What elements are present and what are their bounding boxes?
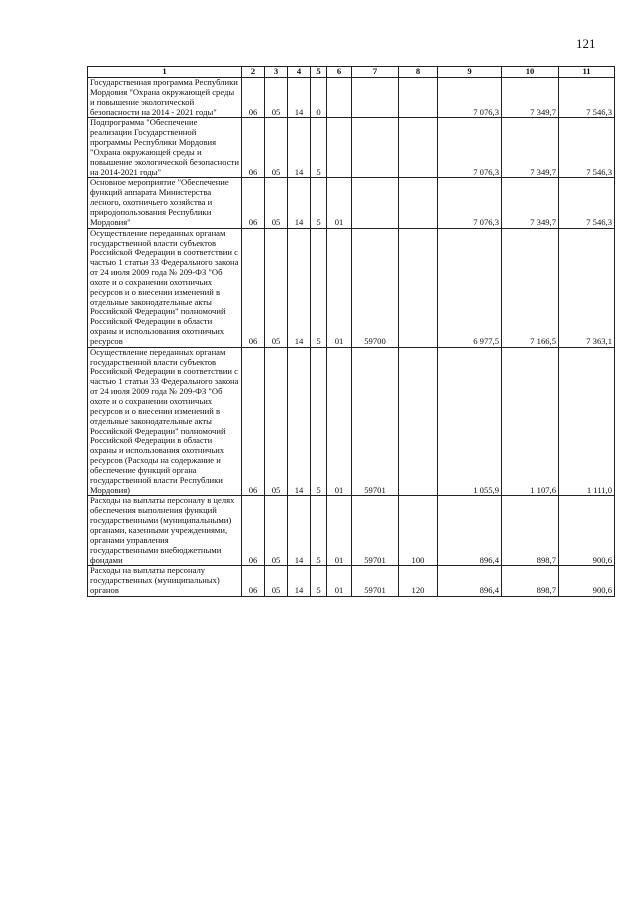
cell-amount-10: 1 107,6 xyxy=(502,347,559,496)
row-name: Подпрограмма "Обеспечение реализации Государственной программы Республики Мордовия "Охрана окружающей среды и повышение экологической безопасности на 2014-2021 годы" xyxy=(88,118,242,178)
cell-amount-9: 7 076,3 xyxy=(438,78,502,118)
cell-direction: 59701 xyxy=(352,566,399,597)
row-name: Расходы на выплаты персоналу государственных (муниципальных) органов xyxy=(88,566,242,597)
row-name: Государственная программа Республики Мордовия "Охрана окружающей среды и повышение экологической безопасности на 2014 - 2021 годы" xyxy=(88,78,242,118)
table-row xyxy=(88,118,615,178)
cell-activity: 01 xyxy=(327,496,352,566)
cell-subsection: 05 xyxy=(265,347,288,496)
cell-section: 06 xyxy=(242,496,265,566)
cell-activity xyxy=(327,78,352,118)
cell-section: 06 xyxy=(242,118,265,178)
header-cell: 8 xyxy=(399,67,438,78)
budget-table xyxy=(87,66,615,597)
cell-subsection: 05 xyxy=(265,228,288,347)
cell-amount-11: 900,6 xyxy=(559,496,615,566)
cell-direction: 59701 xyxy=(352,496,399,566)
cell-expense-type: 120 xyxy=(399,566,438,597)
cell-direction: 59700 xyxy=(352,228,399,347)
cell-subprogram: 0 xyxy=(311,78,327,118)
cell-amount-10: 7 349,7 xyxy=(502,178,559,228)
row-name: Осуществление переданных органам государственной власти субъектов Российской Федерации в соответствии с частью 1 статьи 33 Федерального закона от 24 июля 2009 года № 209-ФЗ "Об охоте и о сохранении охотничьих ресурсов и о внесении изменений в отдельные законодательные акты Российской Федерации" полномочий Российской Федерации в области охраны и использования охотничьих ресурсов (Расходы на содержание и обеспечение функций органа государственной власти Республики Мордовия) xyxy=(88,347,242,496)
cell-subsection: 05 xyxy=(265,566,288,597)
cell-activity xyxy=(327,118,352,178)
cell-amount-10: 7 166,5 xyxy=(502,228,559,347)
cell-subprogram: 5 xyxy=(311,566,327,597)
cell-subprogram: 5 xyxy=(311,228,327,347)
cell-amount-10: 898,7 xyxy=(502,566,559,597)
cell-amount-9: 896,4 xyxy=(438,496,502,566)
cell-amount-11: 1 111,0 xyxy=(559,347,615,496)
table-row xyxy=(88,496,615,566)
cell-activity: 01 xyxy=(327,347,352,496)
cell-amount-10: 898,7 xyxy=(502,496,559,566)
cell-program: 14 xyxy=(288,118,311,178)
cell-program: 14 xyxy=(288,347,311,496)
cell-amount-9: 896,4 xyxy=(438,566,502,597)
cell-program: 14 xyxy=(288,78,311,118)
cell-expense-type xyxy=(399,78,438,118)
cell-amount-9: 1 055,9 xyxy=(438,347,502,496)
cell-amount-11: 900,6 xyxy=(559,566,615,597)
cell-expense-type xyxy=(399,347,438,496)
cell-program: 14 xyxy=(288,228,311,347)
cell-activity: 01 xyxy=(327,228,352,347)
cell-subprogram: 5 xyxy=(311,347,327,496)
cell-section: 06 xyxy=(242,78,265,118)
cell-direction: 59701 xyxy=(352,347,399,496)
cell-direction xyxy=(352,178,399,228)
header-cell: 5 xyxy=(311,67,327,78)
cell-expense-type xyxy=(399,178,438,228)
header-cell: 6 xyxy=(327,67,352,78)
header-cell: 9 xyxy=(438,67,502,78)
table-row xyxy=(88,566,615,597)
cell-section: 06 xyxy=(242,228,265,347)
cell-amount-11: 7 363,1 xyxy=(559,228,615,347)
cell-section: 06 xyxy=(242,566,265,597)
header-cell: 10 xyxy=(502,67,559,78)
cell-subsection: 05 xyxy=(265,78,288,118)
header-cell: 4 xyxy=(288,67,311,78)
header-cell: 1 xyxy=(88,67,242,78)
cell-activity: 01 xyxy=(327,178,352,228)
cell-direction xyxy=(352,78,399,118)
table-row xyxy=(88,228,615,347)
cell-section: 06 xyxy=(242,347,265,496)
cell-program: 14 xyxy=(288,566,311,597)
cell-amount-9: 7 076,3 xyxy=(438,118,502,178)
cell-program: 14 xyxy=(288,178,311,228)
cell-program: 14 xyxy=(288,496,311,566)
cell-subprogram: 5 xyxy=(311,118,327,178)
cell-subsection: 05 xyxy=(265,118,288,178)
cell-expense-type: 100 xyxy=(399,496,438,566)
cell-amount-11: 7 546,3 xyxy=(559,178,615,228)
header-cell: 3 xyxy=(265,67,288,78)
cell-amount-11: 7 546,3 xyxy=(559,118,615,178)
cell-expense-type xyxy=(399,118,438,178)
cell-direction xyxy=(352,118,399,178)
cell-amount-9: 7 076,3 xyxy=(438,178,502,228)
table-row xyxy=(88,347,615,496)
cell-amount-9: 6 977,5 xyxy=(438,228,502,347)
cell-expense-type xyxy=(399,228,438,347)
cell-amount-10: 7 349,7 xyxy=(502,78,559,118)
header-row xyxy=(88,67,615,78)
table-row xyxy=(88,78,615,118)
row-name: Осуществление переданных органам государственной власти субъектов Российской Федерации в соответствии с частью 1 статьи 33 Федерального закона от 24 июля 2009 года № 209-ФЗ "Об охоте и о сохранении охотничьих ресурсов и о внесении изменений в отдельные законодательные акты Российской Федерации" полномочий Российской Федерации в области охраны и использования охотничьих ресурсов xyxy=(88,228,242,347)
page-number: 121 xyxy=(576,36,596,51)
header-cell: 7 xyxy=(352,67,399,78)
row-name: Основное мероприятие "Обеспечение функций аппарата Министерства лесного, охотничьего хозяйства и природопользования Республики Мордовия" xyxy=(88,178,242,228)
header-cell: 11 xyxy=(559,67,615,78)
table-row xyxy=(88,178,615,228)
cell-subprogram: 5 xyxy=(311,496,327,566)
cell-amount-11: 7 546,3 xyxy=(559,78,615,118)
row-name: Расходы на выплаты персоналу в целях обеспечения выполнения функций государственными (муниципальными) органами, казенными учреждениями, органами управления государственными внебюджетными фондами xyxy=(88,496,242,566)
header-cell: 2 xyxy=(242,67,265,78)
cell-amount-10: 7 349,7 xyxy=(502,118,559,178)
cell-subsection: 05 xyxy=(265,178,288,228)
cell-subprogram: 5 xyxy=(311,178,327,228)
cell-activity: 01 xyxy=(327,566,352,597)
cell-subsection: 05 xyxy=(265,496,288,566)
cell-section: 06 xyxy=(242,178,265,228)
